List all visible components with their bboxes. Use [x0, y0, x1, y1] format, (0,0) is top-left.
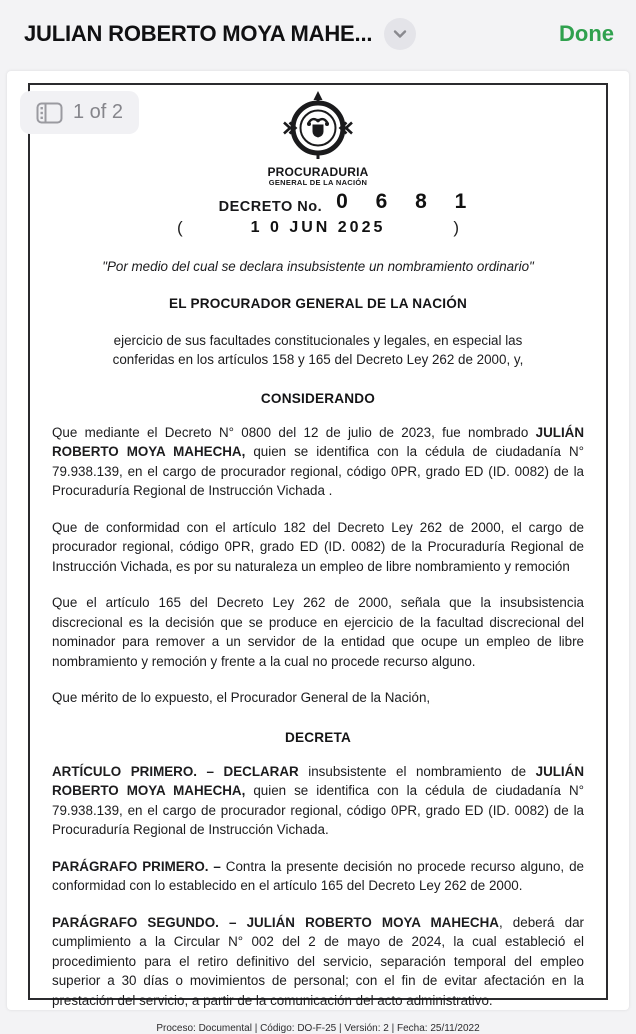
article-paragraph: PARÁGRAFO PRIMERO. – Contra la presente decisión no procede recurso alguno, de conformidad con lo establecido en el artículo 165 del Decreto Ley 262 de 2000.	[52, 858, 584, 893]
org-name-line1: PROCURADURIA	[267, 165, 369, 179]
page-indicator-label: 1 of 2	[73, 101, 124, 123]
decree-number-stamp: 0 6 8 1	[336, 189, 478, 213]
consideration-paragraph: Que mérito de lo expuesto, el Procurador General de la Nación,	[52, 690, 431, 705]
title-menu-button[interactable]	[384, 18, 416, 50]
intro-paragraph: ejercicio de sus facultades constitucionales y legales, en especial las conferidas en los artículos 158 y 165 del Decreto Ley 262 de 2000, y,	[112, 332, 524, 367]
heading-procurador: EL PROCURADOR GENERAL DE LA NACIÓN	[168, 295, 468, 311]
decree-subtitle: "Por medio del cual se declara insubsistente un nombramiento ordinario"	[102, 258, 534, 274]
document-title: JULIAN ROBERTO MOYA MAHE...	[24, 20, 373, 46]
date-paren-close: )	[453, 217, 459, 237]
document-border-frame	[28, 83, 608, 1034]
done-button[interactable]: Done	[555, 21, 618, 47]
procuraduria-seal-icon	[282, 91, 354, 161]
consideration-paragraph: Que mediante el Decreto N° 0800 del 12 de julio de 2023, fue nombrado JULIÁN ROBERTO MOYA MAHECHA, quien se identifica con la cédula de ciudadanía N° 79.938.139, en el cargo de procurador regional, código 0PR, grado ED (ID. 0082) de la Procuraduría Regional de Instrucción Vichada .	[52, 424, 584, 498]
consideration-paragraph: Que el artículo 165 del Decreto Ley 262 de 2000, señala que la insubsistencia discrecional es la decisión que se produce en ejercicio de la facultad discrecional del nominador para remover a un servidor de la entidad que ocupe un empleo de libre nombramiento y remoción y frente a la cual no procede recurso alguno.	[52, 595, 584, 669]
heading-considerando: CONSIDERANDO	[260, 390, 376, 406]
article-paragraph: ARTÍCULO PRIMERO. – DECLARAR insubsistente el nombramiento de JULIÁN ROBERTO MOYA MAHECHA, quien se identifica con la cédula de ciudadanía N° 79.938.139, en el cargo de procurador regional, código 0PR, grado ED (ID. 0082) de la Procuraduría Regional de Instrucción Vichada.	[52, 763, 584, 837]
top-bar	[0, 0, 636, 71]
document-page	[7, 71, 629, 1034]
decree-date-stamp: 1 0 JUN 2025	[250, 218, 386, 236]
date-paren-open: (	[177, 217, 183, 237]
decree-label: DECRETO No.	[218, 198, 323, 215]
consideration-paragraph: Que de conformidad con el artículo 182 del Decreto Ley 262 de 2000, el cargo de procurador regional, código 0PR, grado ED (ID. 0082) de la Procuraduría Regional de Instrucción Vichada, es por su naturaleza un empleo de libre nombramiento y remoción	[52, 519, 584, 574]
heading-decreta: DECRETA	[284, 729, 352, 745]
decree-number-line	[112, 189, 584, 217]
page-indicator[interactable]	[20, 91, 139, 134]
chevron-down-icon	[391, 25, 409, 43]
thumbnails-icon	[36, 102, 63, 124]
decree-date-line	[177, 218, 459, 238]
article-paragraph: PARÁGRAFO SEGUNDO. – JULIÁN ROBERTO MOYA MAHECHA, deberá dar cumplimiento a la Circular N° 002 del 2 de mayo de 2024, la cual estableció el procedimiento para el retiro definitivo del servicio, separación temporal del empleo superior a 30 días o movimientos de personal; con el fin de evitar afectación en la prestación del servicio, a partir de la comunicación del acto administrativo.	[52, 914, 584, 1008]
document-footer: Proceso: Documental | Código: DO-F-25 | Versión: 2 | Fecha: 25/11/2022	[156, 1023, 480, 1034]
org-name-line2: GENERAL DE LA NACIÓN	[268, 178, 368, 187]
